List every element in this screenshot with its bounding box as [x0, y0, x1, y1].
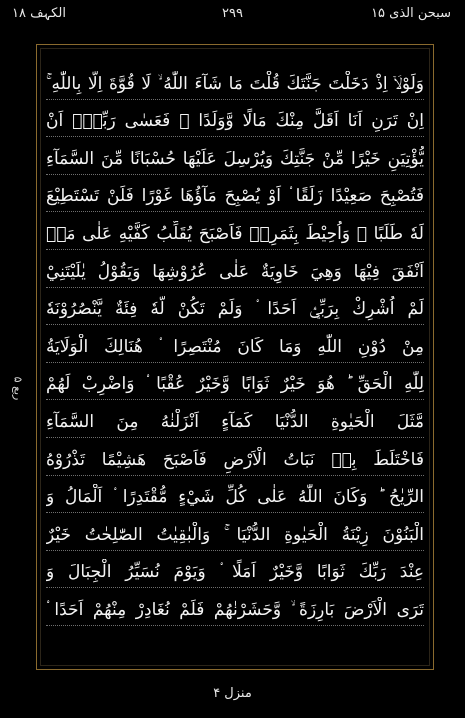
text-line: [46, 102, 424, 140]
text-line-content: مِنْ دُوْنِ اللّٰهِ وَمَا كَانَ مُنْتَصِرًا ۟ هُنَالِكَ الْوَلَايَةُ: [46, 336, 424, 357]
text-line-content: لِلّٰهِ الْحَقِّ ؕ هُوَ خَيْرٌ ثَوَابًا وَّخَيْرٌ عُقْبًا ۟ وَاضْرِبْ لَهُمْ: [46, 374, 424, 395]
text-line: [46, 402, 424, 440]
text-line-content: مَّثَلَ الْحَيٰوةِ الدُّنْيَا كَمَآءٍ اَنْزَلْنٰهُ مِنَ السَّمَآءِ: [46, 411, 424, 432]
surah-name-header: الکہف ۱۸: [12, 6, 66, 21]
manzil-footer: منزل ۴: [213, 686, 252, 701]
text-line-content: فَاخْتَلَطَ بِهٖ نَبَاتُ الْاَرْضِ فَاَصْبَحَ هَشِيْمًا تَذْرُوْهُ: [46, 449, 424, 470]
text-line-content: الْبَنُوْنَ زِيْنَةُ الْحَيٰوةِ الدُّنْيَا ۚ وَالْبٰقِيٰتُ الصّٰلِحٰتُ خَيْرٌ: [46, 524, 424, 545]
text-line-content: الرِّيٰحُ ؕ وَكَانَ اللّٰهُ عَلٰى كُلِّ شَيْءٍ مُّقْتَدِرًا ۟ اَلْمَالُ وَ: [46, 487, 424, 508]
text-line-content: لَهٗ طَلَبًا ۟ وَاُحِيْطَ بِثَمَرِهٖ فَاَصْبَحَ يُقَلِّبُ كَفَّيْهِ عَلٰى مَاۤ: [46, 223, 424, 244]
text-line: [46, 290, 424, 328]
text-line-content: وَلَوْلَاۤ اِذْ دَخَلْتَ جَنَّتَكَ قُلْتَ مَا شَآءَ اللّٰهُ ۙ لَا قُوَّةَ اِلَّا بِاللّٰهِ ۚ: [46, 73, 424, 94]
text-line: [46, 590, 424, 628]
juz-name-header: سبحن الذی ۱۵: [371, 6, 451, 21]
text-line: [46, 252, 424, 290]
text-line-content: لَمْ اُشْرِكْ بِرَبِّيْۤ اَحَدًا ۟ وَلَمْ تَكُنْ لَّهٗ فِئَةٌ يَّنْصُرُوْنَهٗ: [46, 299, 424, 320]
text-line-content: اَنْفَقَ فِيْهَا وَهِيَ خَاوِيَةٌ عَلٰى عُرُوْشِهَا وَيَقُوْلُ يٰلَيْتَنِيْ: [46, 261, 424, 282]
text-line: [46, 139, 424, 177]
text-line: [46, 365, 424, 403]
rub-marker-label: ربع ۵: [11, 376, 25, 401]
text-line-content: اِنْ تَرَنِ اَنَا اَقَلَّ مِنْكَ مَالًا وَّوَلَدًا ۟ فَعَسٰى رَبِّيْۤ اَنْ: [46, 111, 424, 132]
quran-text-block: [46, 64, 424, 628]
text-line-content: تَرَى الْاَرْضَ بَارِزَةً ۙ وَّحَشَرْنٰهُمْ فَلَمْ نُغَادِرْ مِنْهُمْ اَحَدًا ۟: [46, 599, 424, 620]
text-line: [46, 440, 424, 478]
rub-marker: [2, 372, 32, 416]
page-number: ۲۹۹: [222, 6, 243, 21]
text-line: [46, 478, 424, 516]
text-line-content: فَتُصْبِحَ صَعِيْدًا زَلَقًا ۟ اَوْ يُصْبِحَ مَآؤُهَا غَوْرًا فَلَنْ تَسْتَطِيْعَ: [46, 186, 424, 207]
text-line: [46, 553, 424, 591]
text-line: [46, 64, 424, 102]
text-line: [46, 515, 424, 553]
text-line: [46, 327, 424, 365]
text-line-content: يُّؤْتِيَنِ خَيْرًا مِّنْ جَنَّتِكَ وَيُرْسِلَ عَلَيْهَا حُسْبَانًا مِّنَ السَّمَآءِ: [46, 148, 424, 169]
text-line: [46, 214, 424, 252]
text-line-content: عِنْدَ رَبِّكَ ثَوَابًا وَّخَيْرٌ اَمَلًا ۟ وَيَوْمَ نُسَيِّرُ الْجِبَالَ وَ: [46, 562, 424, 583]
text-line: [46, 177, 424, 215]
